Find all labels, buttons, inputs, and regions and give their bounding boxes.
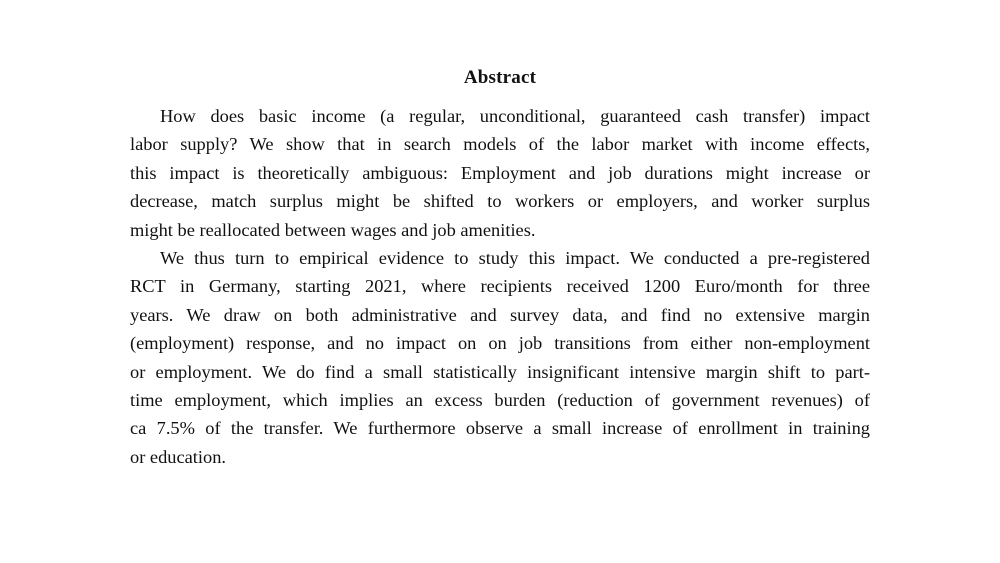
abstract-line: ca 7.5% of the transfer. We furthermore observe a small increase of enrollment in training xyxy=(130,418,870,439)
abstract-heading: Abstract xyxy=(463,67,537,88)
abstract-line: or employment. We do find a small statistically insignificant intensive margin shift to part- xyxy=(130,361,870,382)
abstract-line: might be reallocated between wages and job amenities. xyxy=(130,219,536,240)
abstract-line: (employment) response, and no impact on on job transitions from either non-employment xyxy=(130,333,870,354)
abstract-line: RCT in Germany, starting 2021, where recipients received 1200 Euro/month for three xyxy=(130,276,870,297)
abstract-line: time employment, which implies an excess burden (reduction of government revenues) of xyxy=(130,389,870,410)
abstract-body xyxy=(130,102,870,471)
abstract-line: years. We draw on both administrative and survey data, and find no extensive margin xyxy=(130,304,870,325)
abstract-line: this impact is theoretically ambiguous: Employment and job durations might increase or xyxy=(130,162,870,183)
abstract-paragraph-2 xyxy=(130,244,870,471)
abstract-paragraph-1 xyxy=(130,102,870,244)
abstract-line: We thus turn to empirical evidence to study this impact. We conducted a pre-registered xyxy=(160,247,870,268)
abstract-line: labor supply? We show that in search models of the labor market with income effects, xyxy=(130,134,870,155)
abstract-line: How does basic income (a regular, unconditional, guaranteed cash transfer) impact xyxy=(160,106,870,126)
abstract-line: decrease, match surplus might be shifted to workers or employers, and worker surplus xyxy=(130,191,870,212)
abstract-line: or education. xyxy=(130,446,227,467)
